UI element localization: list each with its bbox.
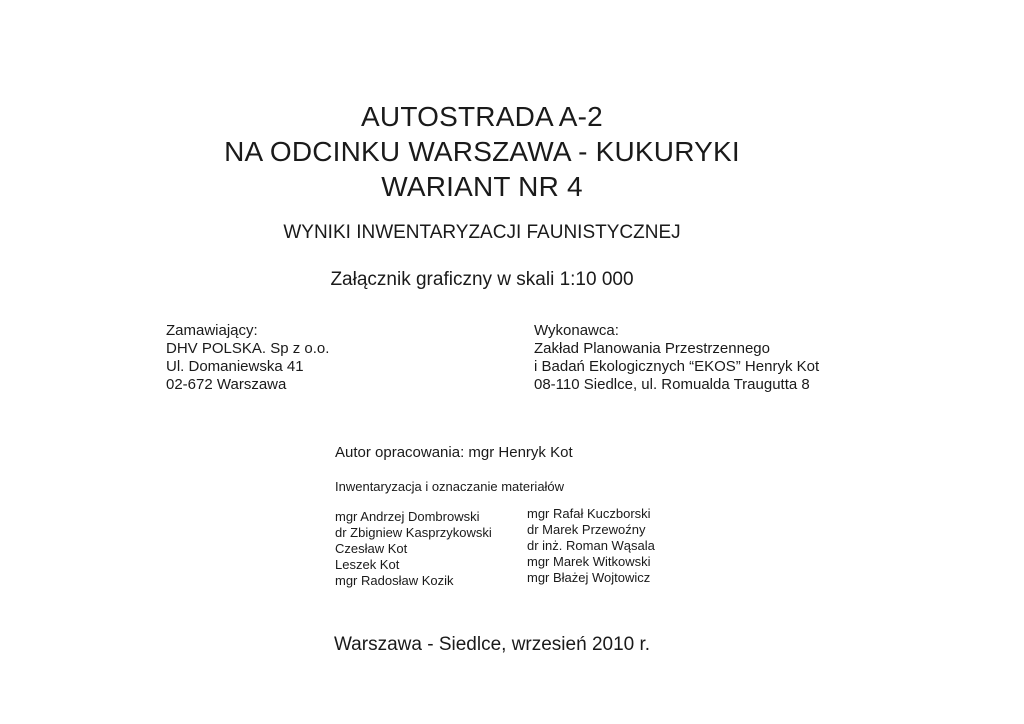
list-item: mgr Rafał Kuczborski <box>527 506 651 521</box>
list-item: Leszek Kot <box>335 557 400 572</box>
list-item: dr inż. Roman Wąsala <box>527 538 655 553</box>
contractor-address: 08-110 Siedlce, ul. Romualda Traugutta 8 <box>534 376 810 393</box>
inventory-names-left <box>335 509 492 589</box>
inventory-names-right <box>527 506 655 586</box>
list-item: mgr Marek Witkowski <box>527 554 651 569</box>
document-subtitle: WYNIKI INWENTARYZACJI FAUNISTYCZNEJ <box>283 222 681 243</box>
contractor-company-line-1: Zakład Planowania Przestrzennego <box>534 340 770 357</box>
list-item: Czesław Kot <box>335 541 408 556</box>
list-item: dr Marek Przewoźny <box>527 522 646 537</box>
list-item: dr Zbigniew Kasprzykowski <box>335 525 492 540</box>
contractor-block <box>534 322 819 394</box>
list-item: mgr Radosław Kozik <box>335 573 454 588</box>
title-line-2: NA ODCINKU WARSZAWA - KUKURYKI <box>224 136 740 167</box>
client-block <box>166 322 329 394</box>
list-item: mgr Andrzej Dombrowski <box>335 509 480 524</box>
title-line-1: AUTOSTRADA A-2 <box>361 101 603 132</box>
scale-note: Załącznik graficzny w skali 1:10 000 <box>330 269 634 290</box>
client-street: Ul. Domaniewska 41 <box>166 358 304 375</box>
title-line-3: WARIANT NR 4 <box>381 171 583 202</box>
client-city: 02-672 Warszawa <box>166 376 287 393</box>
place-date-footer: Warszawa - Siedlce, wrzesień 2010 r. <box>333 634 651 655</box>
contractor-label: Wykonawca: <box>534 322 619 339</box>
author-line: Autor opracowania: mgr Henryk Kot <box>335 444 573 461</box>
inventory-label: Inwentaryzacja i oznaczanie materiałów <box>335 479 565 494</box>
list-item: mgr Błażej Wojtowicz <box>527 570 651 585</box>
contractor-company-line-2: i Badań Ekologicznych “EKOS” Henryk Kot <box>534 358 820 375</box>
client-label: Zamawiający: <box>166 322 258 339</box>
client-company: DHV POLSKA. Sp z o.o. <box>166 340 330 357</box>
